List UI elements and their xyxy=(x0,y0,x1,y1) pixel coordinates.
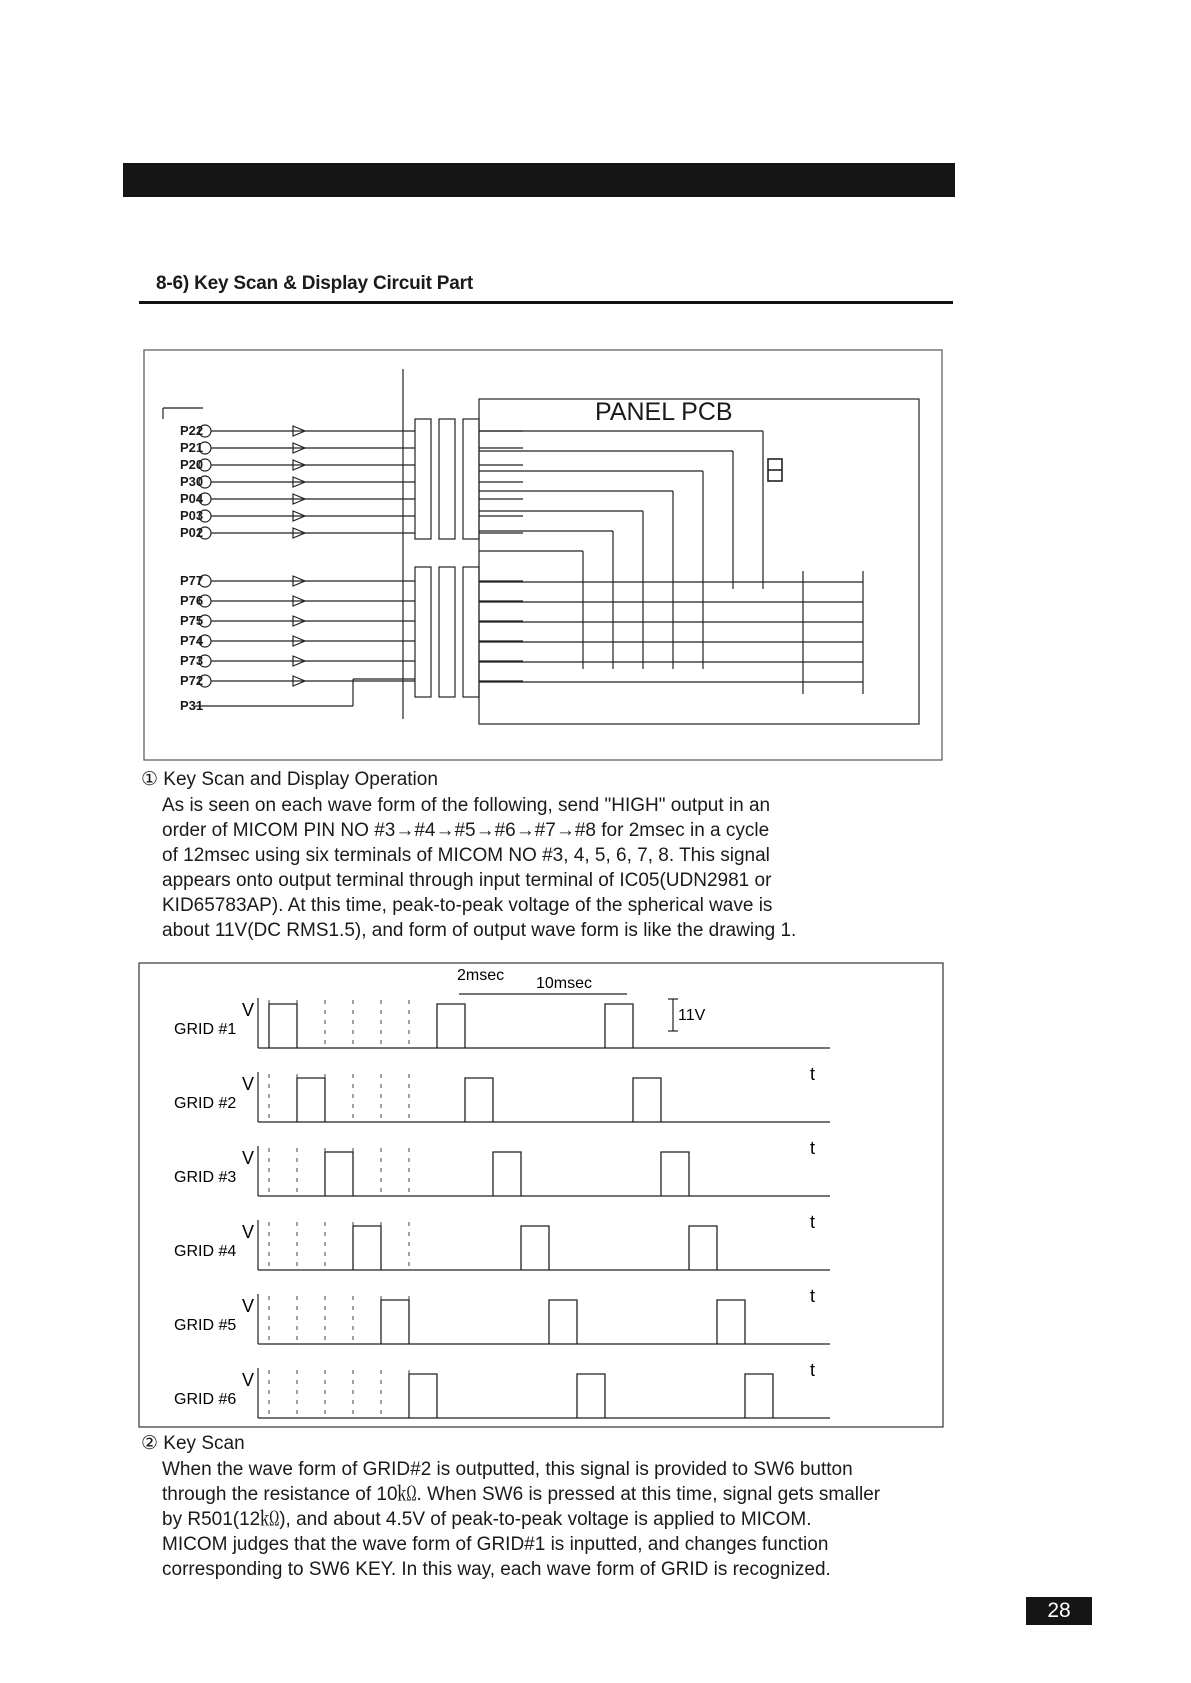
pulse xyxy=(269,1004,297,1048)
pulse xyxy=(437,1004,465,1048)
v-axis-label: V xyxy=(242,1074,255,1094)
t-axis-label: t xyxy=(810,1212,816,1232)
v-axis-label: V xyxy=(242,1296,255,1316)
mcu-pin-label: P02 xyxy=(180,525,204,540)
schematic-diagram xyxy=(143,349,943,761)
v-axis-label: V xyxy=(242,1370,255,1390)
voltage-label: 11V xyxy=(678,1007,706,1024)
pulse xyxy=(689,1226,717,1270)
section2-line: corresponding to SW6 KEY. In this way, each wave form of GRID is recognized. xyxy=(162,1559,831,1580)
pulse xyxy=(325,1152,353,1196)
pulse xyxy=(577,1374,605,1418)
header-bar xyxy=(123,163,955,197)
pulse xyxy=(297,1078,325,1122)
grid-label: GRID #2 xyxy=(174,1095,237,1112)
mcu-pin-label: P04 xyxy=(180,491,204,506)
pulse xyxy=(465,1078,493,1122)
mcu-pin-label: P74 xyxy=(180,633,204,648)
section1-body xyxy=(162,793,962,943)
mcu-pin-label: P21 xyxy=(180,440,204,455)
section1-line: of 12msec using six terminals of MICOM NO #3, 4, 5, 6, 7, 8. This signal xyxy=(162,845,770,866)
section2-line: through the resistance of 10㏀. When SW6 is pressed at this time, signal gets smaller xyxy=(162,1484,881,1505)
v-axis-label: V xyxy=(242,1148,255,1168)
section1-line: appears onto output terminal through input terminal of IC05(UDN2981 or xyxy=(162,870,772,891)
mcu-pin-label: P20 xyxy=(180,457,204,472)
section1-heading: ① Key Scan and Display Operation xyxy=(141,769,438,790)
grid-row xyxy=(174,1286,830,1344)
pulse xyxy=(549,1300,577,1344)
grid-label: GRID #3 xyxy=(174,1169,237,1186)
section2-heading: ② Key Scan xyxy=(141,1433,245,1454)
v-axis-label: V xyxy=(242,1222,255,1242)
t-axis-label: t xyxy=(810,1360,816,1380)
pulse xyxy=(353,1226,381,1270)
mcu-pin-label: P77 xyxy=(180,573,204,588)
t-axis-label: t xyxy=(810,1138,816,1158)
pulse xyxy=(409,1374,437,1418)
grid-row xyxy=(174,1064,830,1122)
mcu-pin-label: P76 xyxy=(180,593,204,608)
grid-waveform-diagram xyxy=(138,962,944,1428)
section1-line: As is seen on each wave form of the following, send "HIGH" output in an xyxy=(162,795,771,816)
section1-line: about 11V(DC RMS1.5), and form of output wave form is like the drawing 1. xyxy=(162,920,797,941)
pulse xyxy=(745,1374,773,1418)
mcu-pin-label: P73 xyxy=(180,653,204,668)
pulse xyxy=(521,1226,549,1270)
period-label: 10msec xyxy=(536,975,593,992)
pulse xyxy=(633,1078,661,1122)
section1-line: order of MICOM PIN NO #3→#4→#5→#6→#7→#8 for 2msec in a cycle xyxy=(162,820,770,841)
panel-pcb-label: PANEL PCB xyxy=(595,398,733,426)
mcu-pin-label: P75 xyxy=(180,613,204,628)
grid-row xyxy=(174,1360,830,1418)
section2-line: When the wave form of GRID#2 is outputted, this signal is provided to SW6 button xyxy=(162,1459,853,1480)
mcu-pin-key-label: P31 xyxy=(180,698,204,713)
section2-body xyxy=(162,1457,962,1582)
grid-label: GRID #5 xyxy=(174,1317,237,1334)
pulse xyxy=(605,1004,633,1048)
pulse xyxy=(381,1300,409,1344)
section2-line: by R501(12㏀), and about 4.5V of peak-to-peak voltage is applied to MICOM. xyxy=(162,1509,812,1530)
page-number: 28 xyxy=(1026,1597,1092,1625)
section1-line: KID65783AP). At this time, peak-to-peak voltage of the spherical wave is xyxy=(162,895,773,916)
pulse-width-label: 2msec xyxy=(457,967,505,984)
grid-label: GRID #6 xyxy=(174,1391,237,1408)
t-axis-label: t xyxy=(810,1064,816,1084)
grid-row xyxy=(174,1212,830,1270)
grid-label: GRID #1 xyxy=(174,1021,237,1038)
grid-row xyxy=(174,1138,830,1196)
grid-row xyxy=(174,998,830,1048)
title-underline xyxy=(139,301,953,304)
grid-label: GRID #4 xyxy=(174,1243,237,1260)
t-axis-label: t xyxy=(810,1286,816,1306)
pulse xyxy=(661,1152,689,1196)
mcu-pin-label: P03 xyxy=(180,508,204,523)
section2-line: MICOM judges that the wave form of GRID#1 is inputted, and changes function xyxy=(162,1534,829,1555)
mcu-pin-label: P30 xyxy=(180,474,204,489)
mcu-pin-label: P22 xyxy=(180,423,204,438)
v-axis-label: V xyxy=(242,1000,255,1020)
mcu-pin-label: P72 xyxy=(180,673,204,688)
pulse xyxy=(493,1152,521,1196)
section-title: 8-6) Key Scan & Display Circuit Part xyxy=(156,273,473,294)
pulse xyxy=(717,1300,745,1344)
